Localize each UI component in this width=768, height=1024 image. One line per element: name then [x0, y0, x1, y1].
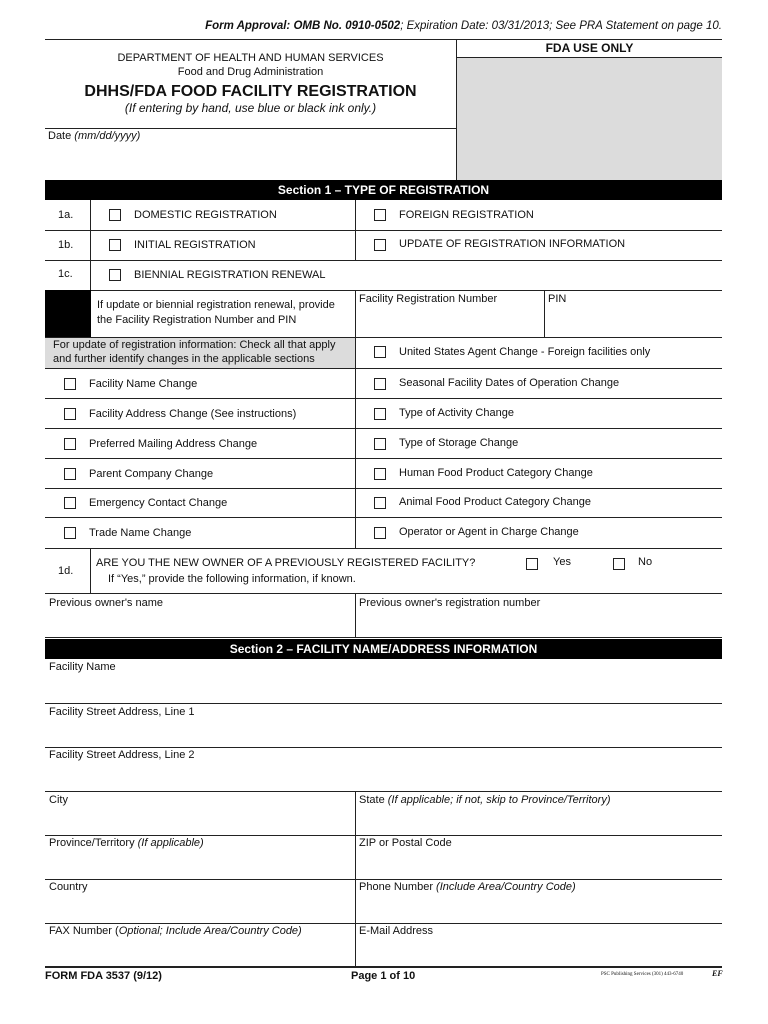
fax-label: [49, 925, 302, 937]
parent-company-change-checkbox[interactable]: [64, 468, 76, 480]
pin-input[interactable]: [545, 308, 721, 336]
facility-name-label: Facility Name: [49, 661, 116, 673]
mid-divider-1ab: [355, 200, 356, 260]
rule-change-1: [45, 398, 722, 399]
rule-change-6: [45, 548, 722, 549]
rule-change-4: [45, 488, 722, 489]
rule-prev-owner: [45, 637, 722, 638]
omb-approval-line: [200, 20, 722, 32]
update-registration-checkbox[interactable]: [374, 239, 386, 251]
domestic-registration-checkbox[interactable]: [109, 209, 121, 221]
country-label: Country: [49, 881, 88, 893]
footer-rule: [45, 966, 722, 968]
reginfo-instruction-line2: the Facility Registration Number and PIN: [97, 314, 297, 326]
previous-owner-registration-input[interactable]: [356, 612, 721, 636]
new-owner-note: If “Yes,” provide the following information, if known.: [108, 573, 356, 585]
street-line2-label: Facility Street Address, Line 2: [49, 749, 195, 761]
omb-approval-rest: ; Expiration Date: 03/31/2013; See PRA Statement on page 10.: [400, 20, 722, 32]
street-line1-input[interactable]: [45, 721, 721, 746]
previous-owner-name-input[interactable]: [45, 612, 354, 636]
update-note-line2: and further identify changes in the applicable sections: [53, 353, 315, 365]
previous-owner-registration-label: Previous owner's registration number: [359, 597, 541, 609]
street-line2-input[interactable]: [45, 764, 721, 790]
reginfo-instruction-line1: If update or biennial registration renewal, provide: [97, 299, 335, 311]
province-label-text: Province/Territory: [49, 837, 138, 849]
domestic-registration-label: DOMESTIC REGISTRATION: [134, 209, 277, 221]
rule-1a: [45, 230, 722, 231]
row-1d-number: 1d.: [58, 565, 74, 577]
rule-country: [45, 923, 722, 924]
pin-label: PIN: [548, 293, 567, 305]
rule-facility-name: [45, 703, 722, 704]
mailing-address-change-label: Preferred Mailing Address Change: [89, 438, 258, 450]
date-input[interactable]: [45, 146, 455, 178]
fax-input[interactable]: [45, 940, 354, 965]
section2-mid-divider: [355, 791, 356, 966]
biennial-renewal-checkbox[interactable]: [109, 269, 121, 281]
trade-name-change-checkbox[interactable]: [64, 527, 76, 539]
us-agent-change-checkbox[interactable]: [374, 346, 386, 358]
human-food-category-change-label: Human Food Product Category Change: [399, 467, 593, 479]
rule-street1: [45, 747, 722, 748]
num-col-divider: [90, 200, 91, 290]
title-bottom-rule: [45, 128, 456, 129]
foreign-registration-checkbox[interactable]: [374, 209, 386, 221]
activity-type-change-label: Type of Activity Change: [399, 407, 514, 419]
update-registration-label: UPDATE OF REGISTRATION INFORMATION: [399, 238, 626, 250]
province-hint: (If applicable): [137, 837, 204, 849]
rule-province: [45, 879, 722, 880]
province-label: [49, 837, 204, 849]
state-label: [359, 794, 611, 806]
city-input[interactable]: [45, 809, 354, 834]
rule-city: [45, 835, 722, 836]
facility-address-change-checkbox[interactable]: [64, 408, 76, 420]
city-label: City: [49, 794, 68, 806]
rule-1b: [45, 260, 722, 261]
seasonal-dates-change-checkbox[interactable]: [374, 378, 386, 390]
activity-type-change-checkbox[interactable]: [374, 408, 386, 420]
new-owner-question: ARE YOU THE NEW OWNER OF A PREVIOUSLY REGISTERED FACILITY?: [96, 557, 476, 569]
animal-food-category-change-checkbox[interactable]: [374, 497, 386, 509]
reginfo-black-block: [45, 290, 91, 337]
state-input[interactable]: [356, 809, 721, 834]
email-input[interactable]: [356, 940, 721, 965]
email-label: E-Mail Address: [359, 925, 433, 937]
fax-label-text: FAX Number (: [49, 925, 119, 937]
seasonal-dates-change-label: Seasonal Facility Dates of Operation Change: [399, 377, 620, 389]
rule-change-3: [45, 458, 722, 459]
parent-company-change-label: Parent Company Change: [89, 468, 214, 480]
date-label-text: Date: [48, 130, 75, 142]
date-format-hint: (mm/dd/yyyy): [74, 130, 141, 142]
phone-hint: (Include Area/Country Code): [436, 881, 576, 893]
new-owner-yes-label: Yes: [553, 556, 571, 568]
page-number: Page 1 of 10: [351, 970, 416, 982]
fax-hint: Optional; Include Area/Country Code): [118, 925, 302, 937]
subagency-name: Food and Drug Administration: [177, 66, 324, 78]
animal-food-category-change-label: Animal Food Product Category Change: [399, 496, 591, 508]
fda-use-only-label: FDA USE ONLY: [456, 40, 722, 58]
human-food-category-change-checkbox[interactable]: [374, 468, 386, 480]
num-col-divider-1d: [90, 548, 91, 593]
province-input[interactable]: [45, 852, 354, 878]
facility-address-change-label: Facility Address Change (See instructions): [89, 408, 297, 420]
us-agent-change-label: United States Agent Change - Foreign facilities only: [399, 346, 651, 358]
storage-type-change-label: Type of Storage Change: [399, 437, 519, 449]
rule-1c: [45, 290, 722, 291]
section2-header: Section 2 – FACILITY NAME/ADDRESS INFORMATION: [45, 639, 722, 659]
row-1b-number: 1b.: [58, 239, 74, 251]
facility-name-input[interactable]: [45, 676, 721, 702]
rule-us-agent: [45, 368, 722, 369]
rule-change-5: [45, 517, 722, 518]
new-owner-no-label: No: [638, 556, 653, 568]
section1-header: Section 1 – TYPE OF REGISTRATION: [45, 180, 722, 200]
country-input[interactable]: [45, 896, 354, 922]
emergency-contact-change-checkbox[interactable]: [64, 497, 76, 509]
department-name: DEPARTMENT OF HEALTH AND HUMAN SERVICES: [117, 52, 384, 64]
zip-label: ZIP or Postal Code: [359, 837, 452, 849]
facility-name-change-checkbox[interactable]: [64, 378, 76, 390]
publisher-credit: PSC Publishing Services (301) 443-6740: [601, 972, 684, 977]
rule-change-2: [45, 428, 722, 429]
emergency-contact-change-label: Emergency Contact Change: [89, 497, 228, 509]
state-label-text: State: [359, 794, 388, 806]
facility-registration-number-input[interactable]: [356, 308, 543, 336]
facility-registration-number-label: Facility Registration Number: [359, 293, 498, 305]
phone-label: [359, 881, 576, 893]
previous-owner-name-label: Previous owner's name: [49, 597, 163, 609]
phone-label-text: Phone Number: [359, 881, 437, 893]
rule-1d: [45, 593, 722, 594]
zip-input[interactable]: [356, 852, 721, 878]
operator-agent-change-label: Operator or Agent in Charge Change: [399, 526, 579, 538]
rule-street2: [45, 791, 722, 792]
phone-input[interactable]: [356, 896, 721, 922]
mailing-address-change-checkbox[interactable]: [64, 438, 76, 450]
update-note-line1: For update of registration information: Check all that apply: [53, 339, 336, 351]
form-title: DHHS/FDA FOOD FACILITY REGISTRATION: [84, 83, 417, 100]
operator-agent-change-checkbox[interactable]: [374, 527, 386, 539]
initial-registration-checkbox[interactable]: [109, 239, 121, 251]
state-hint: (If applicable; if not, skip to Province/Territory): [387, 794, 611, 806]
date-label: [48, 130, 140, 142]
fda-use-only-box: [456, 40, 722, 180]
trade-name-change-label: Trade Name Change: [89, 527, 192, 539]
form-id: FORM FDA 3537 (9/12): [45, 970, 162, 982]
form-subtitle: (If entering by hand, use blue or black ink only.): [124, 101, 377, 115]
facility-name-change-label: Facility Name Change: [89, 378, 198, 390]
new-owner-no-checkbox[interactable]: [613, 558, 625, 570]
new-owner-yes-checkbox[interactable]: [526, 558, 538, 570]
omb-approval-bold: Form Approval: OMB No. 0910-0502: [205, 20, 401, 32]
row-1c-number: 1c.: [58, 268, 73, 280]
storage-type-change-checkbox[interactable]: [374, 438, 386, 450]
street-line1-label: Facility Street Address, Line 1: [49, 706, 195, 718]
biennial-renewal-label: BIENNIAL REGISTRATION RENEWAL: [134, 269, 326, 281]
initial-registration-label: INITIAL REGISTRATION: [134, 239, 256, 251]
ef-mark: EF: [712, 969, 723, 978]
foreign-registration-label: FOREIGN REGISTRATION: [399, 209, 534, 221]
row-1a-number: 1a.: [58, 209, 74, 221]
